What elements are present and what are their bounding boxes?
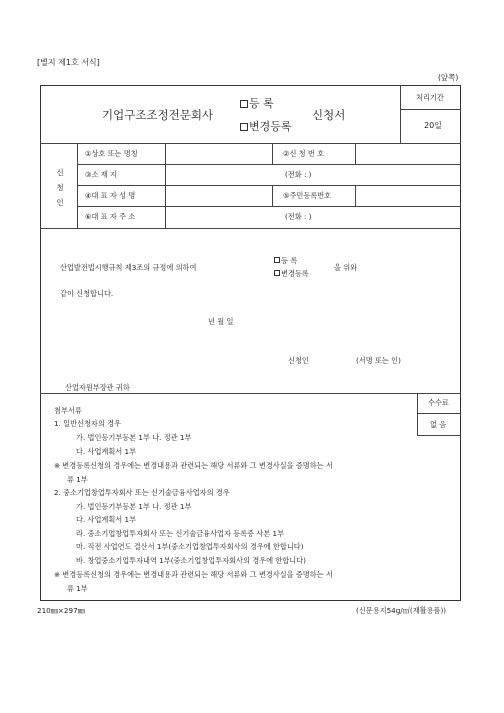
statement-option-register[interactable]: [274, 257, 297, 264]
applicant-char-1: 신: [56, 168, 64, 177]
attachment-line: 류 1부: [67, 584, 88, 593]
change-checkbox[interactable]: [240, 123, 248, 131]
attachment-line: 가. 법인등기부등본 1부 나. 정관 1부: [76, 433, 192, 442]
recipient: 산업자원부장관 귀하: [65, 383, 130, 392]
title-change-label: 변경등록: [249, 120, 292, 133]
attachment-line: 가. 법인등기부등본 1부 나. 정관 1부: [76, 502, 192, 511]
title-option-register[interactable]: [240, 98, 274, 109]
attachment-line: 마. 직전 사업연도 결산서 1부(중소기업창업투자회사의 경우에 한합니다): [76, 542, 304, 551]
fee-cell-bottom: [417, 435, 461, 436]
mid-col-divider-1: [272, 143, 273, 164]
applicant-char-2: 청: [56, 183, 64, 192]
processing-label: 처리기간: [416, 93, 444, 102]
attachment-line: 다. 사업계획서 1부: [76, 515, 137, 524]
rep-address-field[interactable]: [166, 207, 460, 227]
form-title-suffix: 신청서: [312, 108, 346, 122]
applicant-section-bottom: [40, 228, 461, 229]
signature-note: (서명 또는 인): [356, 356, 401, 365]
paper-spec: (신문용지54g/㎡(재활용품)): [356, 606, 447, 615]
fee-label: 수수료: [428, 398, 449, 407]
page-side-label: (앞쪽): [438, 73, 459, 82]
fee-col-divider: [417, 393, 418, 435]
location-phone: (전화 : ): [285, 170, 312, 179]
statement-suffix: 을 위와: [334, 263, 358, 272]
attachment-line: 2. 중소기업창업투자회사 또는 신기술금융사업자의 경우: [54, 488, 230, 497]
register-checkbox[interactable]: [240, 100, 248, 108]
attachments-heading: 첨부서류: [54, 406, 82, 415]
mid-col-divider-3: [272, 185, 273, 206]
processing-split: [400, 109, 461, 110]
paper-size: 210㎜×297㎜: [37, 606, 85, 615]
statement-line-2: 같이 신청합니다.: [60, 289, 114, 298]
statement-change-checkbox[interactable]: [274, 270, 280, 276]
applicant-label: [55, 165, 65, 210]
location-label: ③소 재 지: [85, 170, 117, 179]
rep-name-field[interactable]: [166, 186, 271, 205]
attachment-line: 라. 중소기업창업투자회사 또는 신기술금융사업자 등록증 사본 1부: [76, 529, 285, 538]
resident-no-field[interactable]: [356, 186, 460, 205]
rep-address-label: ⑥대 표 자 주 소: [85, 212, 136, 221]
form-title: 기업구조조정전문회사: [102, 108, 214, 122]
processing-value: 20일: [424, 121, 442, 130]
statement-register-checkbox[interactable]: [274, 257, 280, 263]
applicant-char-3: 인: [56, 198, 64, 207]
attachment-line: 다. 사업계획서 1부: [76, 447, 137, 456]
rep-name-label: ④대 표 자 성 명: [85, 191, 136, 200]
statement-register-label: 등 록: [281, 256, 298, 265]
resident-no-label: ⑤주민등록번호: [283, 191, 332, 200]
fee-value: 없 음: [430, 420, 447, 429]
attachment-line: ※ 변경등록신청의 경우에는 변경내용과 관련되는 해당 서류와 그 변경사실을 증명하는 서: [54, 570, 333, 579]
statement-option-change[interactable]: [274, 270, 309, 277]
company-name-field[interactable]: [166, 144, 271, 163]
statement-change-label: 변경등록: [281, 269, 309, 278]
fee-split: [417, 413, 461, 414]
company-name-label: ①상호 또는 명칭: [85, 149, 138, 158]
form-number: [별지 제1호 서식]: [37, 58, 100, 67]
statement-section-bottom: [40, 393, 461, 394]
reg-number-label: ②신 청 번 호: [283, 149, 325, 158]
attachment-line: ※ 변경등록신청의 경우에는 변경내용과 관련되는 해당 서류와 그 변경사실을 증명하는 서: [54, 461, 333, 470]
attachment-line: 1. 일반신청자의 경우: [54, 419, 121, 428]
attachment-line: 류 1부: [67, 475, 88, 484]
address-phone: (전화 : ): [285, 212, 312, 221]
processing-divider: [400, 85, 401, 143]
attachment-line: 바. 창업중소기업투자내역 1부(중소기업창업투자회사의 경우에 한합니다): [76, 556, 306, 565]
statement-prefix: 산업발전법시행규칙 제3조의 규정에 의하여: [60, 263, 197, 272]
location-field[interactable]: [166, 165, 460, 184]
title-register-label: 등 록: [249, 97, 274, 110]
application-date[interactable]: 년 월 일: [208, 317, 234, 326]
applicant-sign-label: 신청인: [288, 356, 309, 365]
reg-number-field[interactable]: [356, 144, 460, 163]
title-option-change[interactable]: [240, 121, 292, 132]
